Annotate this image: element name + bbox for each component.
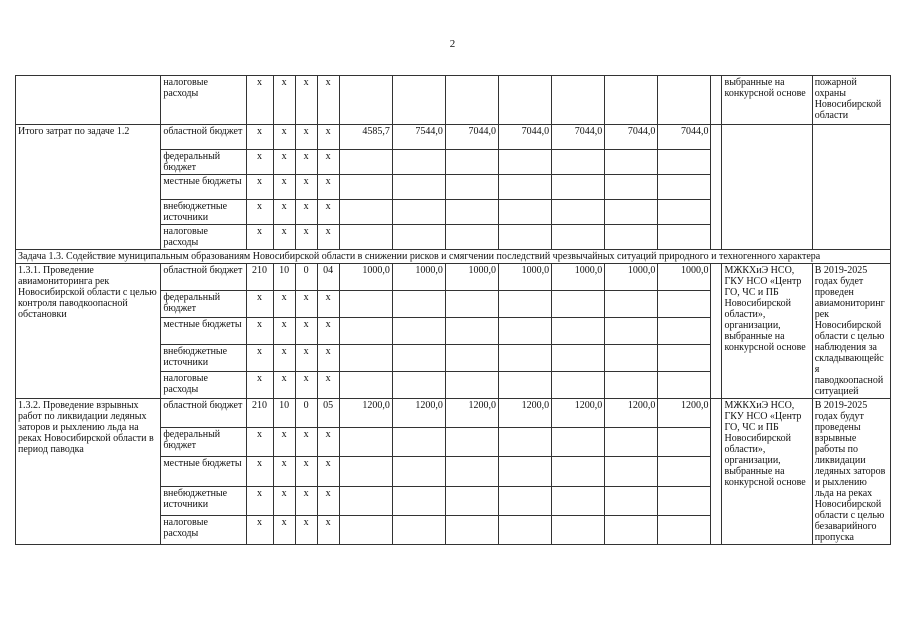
value-cell xyxy=(339,291,392,318)
label-cell xyxy=(16,76,161,125)
value-cell xyxy=(552,318,605,345)
source-cell: областной бюджет xyxy=(161,125,246,150)
code-cell: x xyxy=(317,76,339,125)
code-cell: x xyxy=(246,225,273,250)
value-cell xyxy=(499,428,552,457)
code-cell: 10 xyxy=(273,399,295,428)
executor-cell: МЖКХиЭ НСО, ГКУ НСО «Центр ГО, ЧС и ПБ Новосибирской области», организации, выбранные на конкурсной основе xyxy=(722,399,812,545)
executor-cell: МЖКХиЭ НСО, ГКУ НСО «Центр ГО, ЧС и ПБ Новосибирской области», организации, выбранные на конкурсной основе xyxy=(722,264,812,399)
value-cell xyxy=(339,457,392,486)
value-cell: 1000,0 xyxy=(552,264,605,291)
code-cell: x xyxy=(246,76,273,125)
task-heading: Задача 1.3. Содействие муниципальным образованиям Новосибирской области в снижении рисков и смягчении последствий чрезвычайных ситуаций природного и техногенного характера xyxy=(16,250,891,264)
source-cell: областной бюджет xyxy=(161,399,246,428)
value-cell xyxy=(392,225,445,250)
spacer-cell xyxy=(711,76,722,125)
source-cell: налоговые расходы xyxy=(161,515,246,544)
value-cell: 1000,0 xyxy=(392,264,445,291)
code-cell: x xyxy=(273,318,295,345)
value-cell xyxy=(392,372,445,399)
value-cell xyxy=(339,225,392,250)
value-cell xyxy=(339,76,392,125)
value-cell xyxy=(499,345,552,372)
value-cell xyxy=(605,486,658,515)
spacer-cell xyxy=(711,264,722,399)
source-cell: налоговые расходы xyxy=(161,76,246,125)
value-cell xyxy=(605,318,658,345)
value-cell xyxy=(392,200,445,225)
code-cell: 210 xyxy=(246,399,273,428)
value-cell: 1000,0 xyxy=(499,264,552,291)
spacer-cell xyxy=(711,399,722,545)
budget-table xyxy=(15,75,891,545)
item-label: 1.3.2. Проведение взрывных работ по ликвидации ледяных заторов и рыхлению льда на реках Новосибирской области в период паводка xyxy=(16,399,161,545)
code-cell: x xyxy=(317,515,339,544)
value-cell: 1000,0 xyxy=(445,264,498,291)
value-cell xyxy=(392,291,445,318)
code-cell: x xyxy=(246,150,273,175)
value-cell xyxy=(605,457,658,486)
value-cell xyxy=(552,225,605,250)
code-cell: x xyxy=(246,428,273,457)
value-cell xyxy=(658,150,711,175)
value-cell xyxy=(658,486,711,515)
value-cell: 1200,0 xyxy=(392,399,445,428)
code-cell: x xyxy=(317,345,339,372)
value-cell xyxy=(445,76,498,125)
code-cell: 210 xyxy=(246,264,273,291)
value-cell xyxy=(499,372,552,399)
code-cell: x xyxy=(295,428,317,457)
value-cell xyxy=(339,318,392,345)
value-cell: 7044,0 xyxy=(658,125,711,150)
value-cell: 1000,0 xyxy=(605,264,658,291)
code-cell: 10 xyxy=(273,264,295,291)
code-cell: x xyxy=(246,372,273,399)
value-cell xyxy=(552,457,605,486)
code-cell: x xyxy=(295,291,317,318)
value-cell xyxy=(658,515,711,544)
value-cell xyxy=(552,428,605,457)
value-cell xyxy=(339,515,392,544)
code-cell: x xyxy=(317,318,339,345)
value-cell xyxy=(339,150,392,175)
value-cell: 7044,0 xyxy=(605,125,658,150)
code-cell: 05 xyxy=(317,399,339,428)
value-cell xyxy=(499,318,552,345)
value-cell xyxy=(445,486,498,515)
value-cell xyxy=(445,318,498,345)
value-cell xyxy=(392,175,445,200)
result-cell: В 2019-2025 годах будут проведены взрывные работы по ликвидации ледяных заторов и рыхлению льда на реках Новосибирской области с целью безаварийного пропуска xyxy=(812,399,890,545)
value-cell xyxy=(445,372,498,399)
value-cell xyxy=(605,76,658,125)
value-cell: 1000,0 xyxy=(658,264,711,291)
value-cell: 7044,0 xyxy=(499,125,552,150)
code-cell: x xyxy=(273,225,295,250)
value-cell xyxy=(392,428,445,457)
value-cell: 7544,0 xyxy=(392,125,445,150)
value-cell xyxy=(445,200,498,225)
executor-cell: выбранные на конкурсной основе xyxy=(722,76,812,125)
code-cell: x xyxy=(295,515,317,544)
value-cell xyxy=(605,345,658,372)
code-cell: x xyxy=(246,486,273,515)
value-cell xyxy=(658,225,711,250)
code-cell: x xyxy=(246,125,273,150)
value-cell: 1200,0 xyxy=(605,399,658,428)
code-cell: x xyxy=(273,372,295,399)
code-cell: x xyxy=(317,372,339,399)
source-cell: местные бюджеты xyxy=(161,457,246,486)
value-cell xyxy=(552,486,605,515)
code-cell: x xyxy=(273,125,295,150)
value-cell xyxy=(499,515,552,544)
value-cell xyxy=(552,175,605,200)
source-cell: внебюджетные источники xyxy=(161,345,246,372)
source-cell: местные бюджеты xyxy=(161,175,246,200)
source-cell: федеральный бюджет xyxy=(161,291,246,318)
value-cell: 1200,0 xyxy=(499,399,552,428)
value-cell xyxy=(658,76,711,125)
value-cell: 4585,7 xyxy=(339,125,392,150)
value-cell xyxy=(605,225,658,250)
code-cell: x xyxy=(273,200,295,225)
code-cell: x xyxy=(273,515,295,544)
value-cell xyxy=(658,457,711,486)
item-label: 1.3.1. Проведение авиамониторинга рек Новосибирской области с целью контроля паводкоопасной обстановки xyxy=(16,264,161,399)
code-cell: x xyxy=(295,76,317,125)
value-cell xyxy=(499,175,552,200)
value-cell xyxy=(445,345,498,372)
value-cell xyxy=(339,428,392,457)
value-cell xyxy=(445,515,498,544)
value-cell xyxy=(339,200,392,225)
code-cell: x xyxy=(317,125,339,150)
source-cell: федеральный бюджет xyxy=(161,150,246,175)
value-cell xyxy=(499,486,552,515)
value-cell xyxy=(339,372,392,399)
code-cell: x xyxy=(317,486,339,515)
code-cell: x xyxy=(317,150,339,175)
value-cell xyxy=(552,76,605,125)
value-cell xyxy=(392,345,445,372)
code-cell: 0 xyxy=(295,264,317,291)
code-cell: x xyxy=(273,175,295,200)
value-cell xyxy=(658,428,711,457)
table-row xyxy=(16,264,891,291)
source-cell: внебюджетные источники xyxy=(161,200,246,225)
value-cell xyxy=(605,150,658,175)
value-cell xyxy=(339,175,392,200)
value-cell xyxy=(658,318,711,345)
source-cell: федеральный бюджет xyxy=(161,428,246,457)
value-cell xyxy=(658,291,711,318)
value-cell xyxy=(339,345,392,372)
value-cell xyxy=(658,175,711,200)
code-cell: x xyxy=(273,291,295,318)
value-cell: 1200,0 xyxy=(552,399,605,428)
code-cell: x xyxy=(246,457,273,486)
code-cell: x xyxy=(295,486,317,515)
source-cell: областной бюджет xyxy=(161,264,246,291)
code-cell: x xyxy=(246,291,273,318)
value-cell xyxy=(392,457,445,486)
code-cell: x xyxy=(273,345,295,372)
value-cell xyxy=(445,428,498,457)
table-row xyxy=(16,250,891,264)
value-cell xyxy=(445,175,498,200)
code-cell: 0 xyxy=(295,399,317,428)
code-cell: x xyxy=(246,200,273,225)
value-cell xyxy=(552,515,605,544)
code-cell: x xyxy=(246,318,273,345)
value-cell xyxy=(552,345,605,372)
source-cell: налоговые расходы xyxy=(161,225,246,250)
code-cell: x xyxy=(295,225,317,250)
value-cell xyxy=(392,150,445,175)
value-cell xyxy=(445,150,498,175)
value-cell xyxy=(658,200,711,225)
value-cell xyxy=(552,200,605,225)
value-cell xyxy=(552,372,605,399)
table-row xyxy=(16,399,891,428)
value-cell xyxy=(658,372,711,399)
code-cell: x xyxy=(295,200,317,225)
value-cell xyxy=(445,291,498,318)
code-cell: x xyxy=(273,150,295,175)
value-cell xyxy=(552,150,605,175)
value-cell xyxy=(499,225,552,250)
value-cell xyxy=(552,291,605,318)
source-cell: местные бюджеты xyxy=(161,318,246,345)
code-cell: x xyxy=(317,457,339,486)
result-cell: пожарной охраны Новосибирской области xyxy=(812,76,890,125)
source-cell: внебюджетные источники xyxy=(161,486,246,515)
code-cell: x xyxy=(273,486,295,515)
executor-cell xyxy=(722,125,812,250)
value-cell xyxy=(499,200,552,225)
value-cell xyxy=(339,486,392,515)
code-cell: x xyxy=(246,345,273,372)
code-cell: x xyxy=(317,291,339,318)
value-cell: 7044,0 xyxy=(445,125,498,150)
code-cell: x xyxy=(295,372,317,399)
spacer-cell xyxy=(711,125,722,250)
value-cell xyxy=(499,150,552,175)
value-cell xyxy=(605,372,658,399)
result-cell: В 2019-2025 годах будет проведен авиамониторинг рек Новосибирской области с целью наблюдения за складывающейся паводкоопасной ситуацией xyxy=(812,264,890,399)
code-cell: x xyxy=(295,125,317,150)
value-cell xyxy=(658,345,711,372)
value-cell xyxy=(605,291,658,318)
value-cell xyxy=(499,291,552,318)
code-cell: x xyxy=(273,428,295,457)
value-cell xyxy=(605,175,658,200)
value-cell xyxy=(499,457,552,486)
value-cell xyxy=(392,486,445,515)
value-cell xyxy=(499,76,552,125)
code-cell: x xyxy=(295,457,317,486)
code-cell: x xyxy=(295,345,317,372)
code-cell: x xyxy=(246,175,273,200)
value-cell: 1200,0 xyxy=(658,399,711,428)
code-cell: x xyxy=(295,175,317,200)
value-cell xyxy=(392,76,445,125)
result-cell xyxy=(812,125,890,250)
value-cell xyxy=(605,428,658,457)
code-cell: x xyxy=(317,200,339,225)
code-cell: x xyxy=(295,150,317,175)
value-cell: 1200,0 xyxy=(339,399,392,428)
code-cell: x xyxy=(246,515,273,544)
code-cell: x xyxy=(317,225,339,250)
code-cell: x xyxy=(273,76,295,125)
table-row xyxy=(16,125,891,150)
value-cell: 1200,0 xyxy=(445,399,498,428)
code-cell: x xyxy=(317,428,339,457)
page-number: 2 xyxy=(449,38,456,50)
code-cell: x xyxy=(295,318,317,345)
value-cell: 7044,0 xyxy=(552,125,605,150)
value-cell: 1000,0 xyxy=(339,264,392,291)
value-cell xyxy=(605,200,658,225)
source-cell: налоговые расходы xyxy=(161,372,246,399)
code-cell: x xyxy=(317,175,339,200)
value-cell xyxy=(445,225,498,250)
value-cell xyxy=(392,318,445,345)
table-row xyxy=(16,76,891,125)
value-cell xyxy=(445,457,498,486)
total-label: Итого затрат по задаче 1.2 xyxy=(16,125,161,250)
value-cell xyxy=(392,515,445,544)
code-cell: 04 xyxy=(317,264,339,291)
value-cell xyxy=(605,515,658,544)
code-cell: x xyxy=(273,457,295,486)
